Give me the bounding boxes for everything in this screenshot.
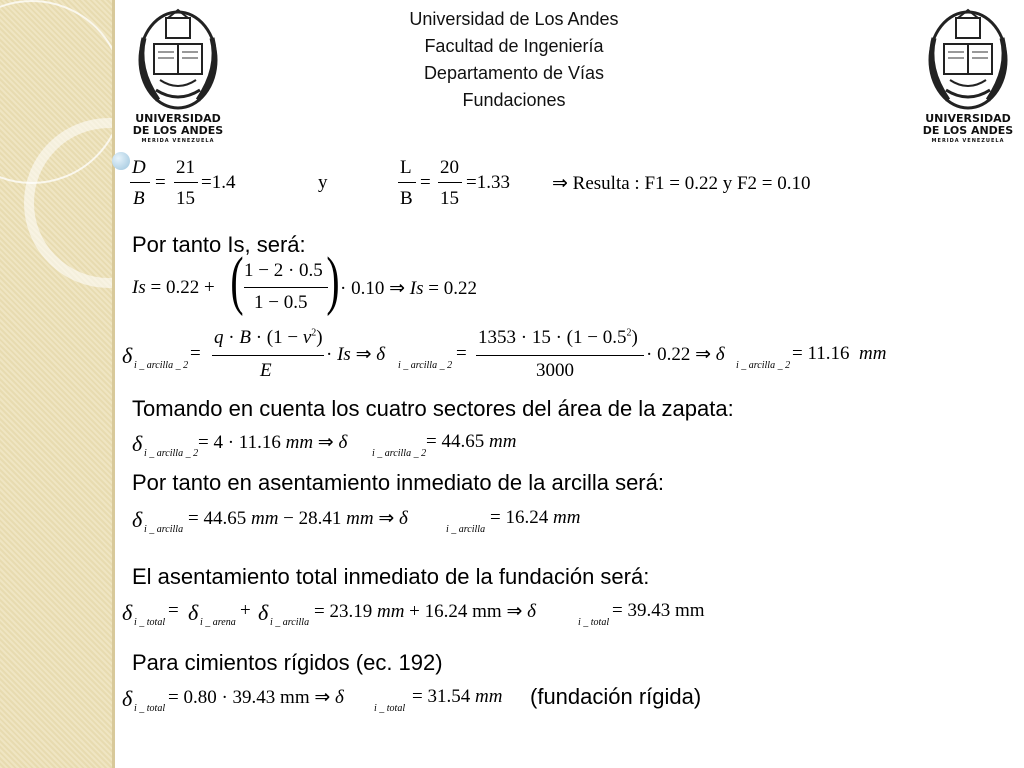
total-result: = 39.43 mm bbox=[612, 600, 705, 621]
text-fundacion-rigida: (fundación rígida) bbox=[530, 684, 702, 709]
logo-subtitle: MERIDA VENEZUELA bbox=[141, 138, 215, 144]
delta-subscript: i _ arcilla bbox=[144, 524, 184, 535]
header-department: Departamento de Vías bbox=[423, 63, 605, 83]
delta-symbol: δ bbox=[122, 343, 133, 368]
frac-b: B bbox=[133, 188, 145, 209]
text-asentamiento-arcilla: Por tanto en asentamiento inmediato de la arcilla será: bbox=[132, 470, 664, 495]
ratio-db-result: =1.4 bbox=[201, 172, 236, 193]
is-rhs: · 0.10 ⇒ Is = 0.22 bbox=[340, 278, 477, 299]
formula-num: $q \cdot B \cdot (1 - \nu^2)$ bbox=[214, 327, 323, 348]
four-sectors-calc: = 4 · 11.16 mm ⇒ δ bbox=[198, 432, 348, 453]
equals-sign: = bbox=[456, 343, 467, 364]
logo-name-line2: DE LOS ANDES bbox=[132, 124, 224, 137]
text-cimientos-rigidos: Para cimientos rígidos (ec. 192) bbox=[132, 650, 443, 675]
text-tomando: Tomando en cuenta los cuatro sectores del área de la zapata: bbox=[132, 396, 734, 421]
sidebar-edge bbox=[112, 0, 115, 768]
total-calc: = 23.19 mm + 16.24 mm ⇒ δ bbox=[314, 601, 536, 622]
delta-subscript: i _ arcilla _ 2 bbox=[398, 360, 453, 371]
page-header bbox=[300, 6, 728, 114]
numeric-den: 3000 bbox=[536, 360, 574, 381]
fraction-bar bbox=[130, 182, 150, 183]
frac-l: L bbox=[400, 157, 412, 178]
header-faculty: Facultad de Ingeniería bbox=[424, 36, 604, 56]
text-asentamiento-total: El asentamiento total inmediato de la fundación será: bbox=[132, 564, 650, 589]
frac-den: 15 bbox=[440, 188, 459, 209]
equals-sign: = bbox=[155, 172, 166, 193]
paren-open: ( bbox=[230, 244, 244, 317]
delta-subscript: i _ arcilla _ 2 bbox=[144, 448, 199, 459]
rigid-result: = 31.54 mm bbox=[412, 686, 503, 707]
delta-symbol: δ bbox=[132, 431, 143, 456]
delta-subscript: i _ arcilla _ 2 bbox=[372, 448, 427, 459]
paren-close: ) bbox=[326, 244, 340, 317]
frac-num: 20 bbox=[440, 157, 459, 178]
plus-sign: + bbox=[240, 600, 251, 621]
frac-num: 21 bbox=[176, 157, 195, 178]
text-por-tanto-is: Por tanto Is, será: bbox=[132, 232, 306, 257]
delta-symbol: δ bbox=[258, 600, 269, 625]
fraction-bar bbox=[398, 182, 416, 183]
delta-arcilla-2-result: = 11.16 mm bbox=[792, 343, 887, 364]
arcilla-result: = 16.24 mm bbox=[490, 507, 581, 528]
frac-d: D bbox=[132, 157, 146, 178]
delta-subscript: i _ total bbox=[578, 617, 610, 628]
equals-sign: = bbox=[168, 600, 179, 621]
university-seal-icon bbox=[918, 8, 1018, 116]
numeric-mid: · 0.22 ⇒ δ bbox=[646, 344, 725, 365]
logo-name-line2: DE LOS ANDES bbox=[922, 124, 1014, 137]
header-course: Fundaciones bbox=[462, 90, 566, 110]
frac-b: B bbox=[400, 188, 413, 209]
university-logo-left bbox=[128, 8, 228, 148]
ratio-lb-result: =1.33 bbox=[466, 172, 510, 193]
delta-symbol: δ bbox=[122, 686, 133, 711]
decorative-dot bbox=[112, 152, 130, 170]
university-seal-icon bbox=[128, 8, 228, 116]
logo-name-line1: UNIVERSIDAD bbox=[135, 112, 221, 125]
delta-subscript: i _ arena bbox=[200, 617, 236, 628]
fraction-bar bbox=[174, 182, 198, 183]
is-num: 1 − 2 · 0.5 bbox=[244, 260, 323, 281]
delta-subscript: i _ arcilla _ 2 bbox=[134, 360, 189, 371]
header-university: Universidad de Los Andes bbox=[409, 9, 619, 29]
four-sectors-result: = 44.65 mm bbox=[426, 431, 517, 452]
result-factors: ⇒ Resulta : F1 = 0.22 y F2 = 0.10 bbox=[552, 173, 811, 194]
delta-subscript: i _ arcilla bbox=[270, 617, 310, 628]
fraction-bar bbox=[438, 182, 462, 183]
formula-mid: · Is ⇒ δ bbox=[326, 344, 386, 365]
delta-subscript: i _ total bbox=[374, 703, 406, 714]
logo-name-line1: UNIVERSIDAD bbox=[925, 112, 1011, 125]
fraction-bar bbox=[476, 355, 644, 356]
conjunction-y: y bbox=[318, 172, 328, 193]
delta-symbol: δ bbox=[122, 600, 133, 625]
equals-sign: = bbox=[420, 172, 431, 193]
university-logo-right bbox=[918, 8, 1018, 148]
is-den: 1 − 0.5 bbox=[254, 292, 308, 313]
logo-subtitle: MERIDA VENEZUELA bbox=[931, 138, 1005, 144]
arcilla-calc: = 44.65 mm − 28.41 mm ⇒ δ bbox=[188, 508, 408, 529]
delta-subscript: i _ arcilla bbox=[446, 524, 486, 535]
frac-den: 15 bbox=[176, 188, 195, 209]
equals-sign: = bbox=[190, 343, 201, 364]
is-lhs: Is = 0.22 + bbox=[132, 277, 215, 298]
delta-subscript: i _ total bbox=[134, 617, 166, 628]
delta-symbol: δ bbox=[188, 600, 199, 625]
numeric-num: $1353 \cdot 15 \cdot (1 - 0.5^2)$ bbox=[478, 327, 638, 348]
delta-symbol: δ bbox=[132, 507, 143, 532]
rigid-calc: = 0.80 · 39.43 mm ⇒ δ bbox=[168, 687, 344, 708]
delta-subscript: i _ arcilla _ 2 bbox=[736, 360, 791, 371]
decorative-sidebar bbox=[0, 0, 112, 768]
fraction-bar bbox=[212, 355, 324, 356]
fraction-bar bbox=[244, 287, 328, 288]
delta-subscript: i _ total bbox=[134, 703, 166, 714]
formula-den: E bbox=[260, 360, 272, 381]
